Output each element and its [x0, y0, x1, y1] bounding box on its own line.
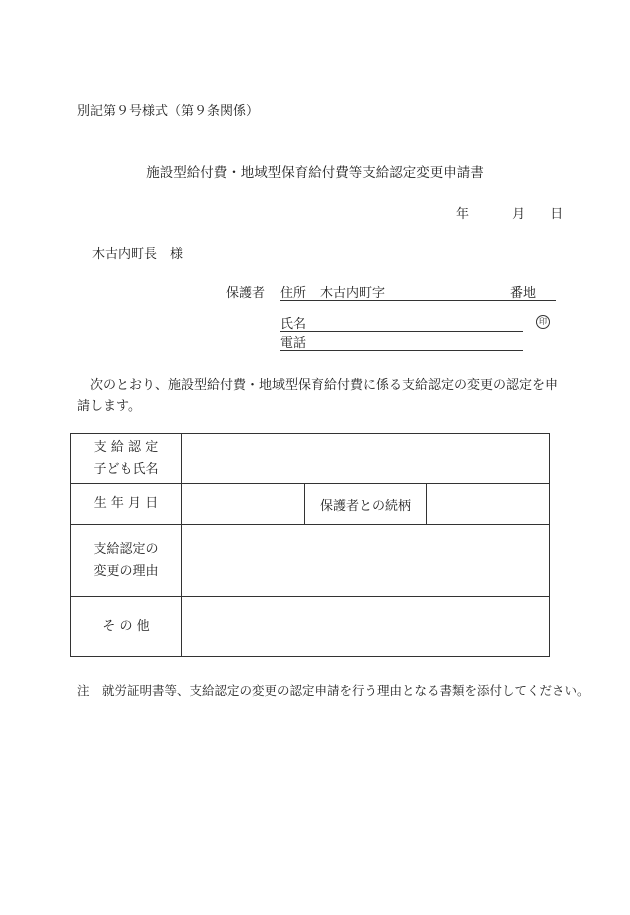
date-year: 年	[456, 207, 470, 222]
birthdate-label-cell	[71, 484, 182, 525]
phone-field[interactable]	[280, 332, 523, 351]
table-row	[71, 484, 550, 525]
relationship-label: 保護者との続柄	[319, 498, 411, 514]
form-reference: 別記第９号様式（第９条関係）	[77, 104, 260, 119]
footnote: 注 就労証明書等、支給認定の変更の認定申請を行う理由となる書類を添付してください。	[77, 683, 590, 698]
child-name-input[interactable]	[182, 434, 550, 484]
address-field[interactable]	[280, 282, 556, 301]
reason-input[interactable]	[182, 525, 550, 597]
other-input[interactable]	[182, 597, 550, 657]
date-day: 日	[550, 207, 564, 222]
phone-label: 電話	[280, 336, 307, 351]
date-month: 月	[512, 207, 526, 222]
address-value: 木古内町字	[320, 286, 386, 301]
address-suffix: 番地	[509, 286, 536, 301]
guardian-label: 保護者	[226, 286, 266, 301]
name-field[interactable]	[280, 313, 523, 332]
address-label: 住所	[280, 286, 307, 301]
table-row	[71, 597, 550, 657]
addressee: 木古内町長 様	[92, 247, 184, 262]
birthdate-label: 生 年 月 日	[93, 496, 159, 511]
reason-label-line1: 支給認定の	[93, 541, 159, 557]
document-title: 施設型給付費・地域型保育給付費等支給認定変更申請書	[146, 165, 484, 181]
other-label: そ の 他	[102, 618, 150, 634]
body-text: 次のとおり、施設型給付費・地域型保育給付費に係る支給認定の変更の認定を申請します。	[77, 378, 559, 414]
date-line	[456, 203, 563, 222]
name-label: 氏名	[280, 317, 307, 332]
relationship-input[interactable]	[427, 484, 550, 525]
table-row	[71, 525, 550, 597]
other-label-cell	[71, 597, 182, 657]
relationship-label-cell	[304, 484, 427, 525]
application-table	[70, 433, 550, 657]
child-name-label-line1: 支 給 認 定	[93, 439, 159, 455]
seal-icon: 印	[536, 315, 550, 329]
birthdate-input[interactable]	[182, 484, 305, 525]
child-name-label-cell	[71, 434, 182, 484]
table-row	[71, 434, 550, 484]
reason-label-cell	[71, 525, 182, 597]
reason-label-line2: 変更の理由	[93, 563, 159, 579]
child-name-label-line2: 子ども氏名	[93, 461, 159, 477]
